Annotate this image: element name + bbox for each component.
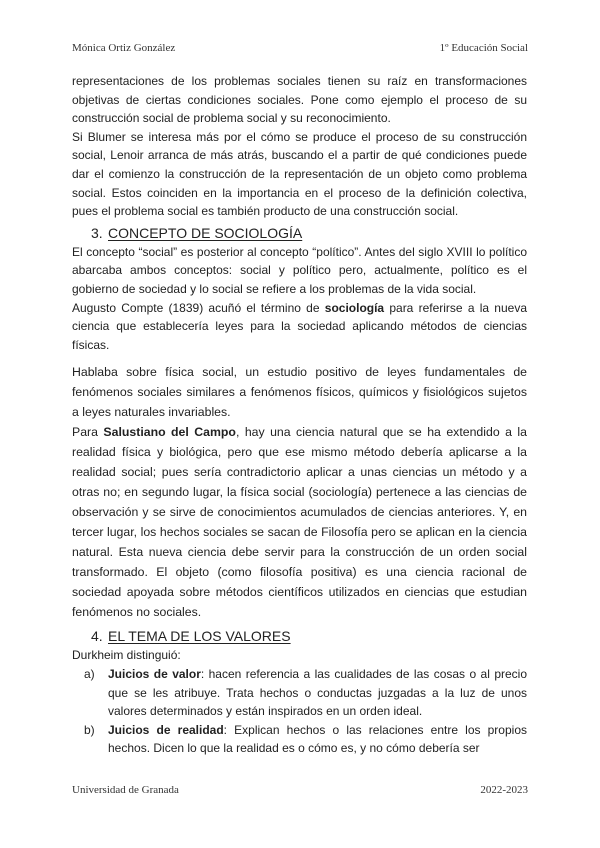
section-3-title: CONCEPTO DE SOCIOLOGÍA [108, 224, 303, 241]
section-3-paragraph-4 [72, 422, 527, 622]
s3p4-text-after: , hay una ciencia natural que se ha extendido a la realidad física y biológica, pero que ese mismo método debería aplicarse a la realidad social; pues sería contradictorio aplicar a unas ciencias un método y a otras no; en segundo lugar, la física social (sociología) pertenece a las ciencias de observación y se sirve de conocimientos acumulados de ciencias anteriores. Y, en tercer lugar, los hechos sociales se sacan de Filosofía pero se aplican en la ciencia natural. Esta nueva ciencia debe servir para la construcción de un orden social transformado. El objeto (como filosofía positiva) es una ciencia racional de sociedad apoyada sobre métodos científicos utilizados en ciencias que estudian fenómenos no sociales. [72, 425, 527, 620]
list-item-text [108, 721, 527, 758]
section-4-heading [91, 628, 527, 644]
section-4-list [72, 665, 527, 758]
list-item [72, 721, 527, 758]
section-3-heading [91, 225, 527, 241]
page-content [72, 72, 527, 758]
list-item-term: Juicios de valor [108, 666, 201, 681]
header-course: 1º Educación Social [439, 42, 528, 54]
section-3-paragraph-1: El concepto “social” es posterior al concepto “político”. Antes del siglo XVIII lo político abarcaba ambos conceptos: social y político pero, actualmente, político es el gobierno de sociedad y lo social se refiere a los problemas de la vida social. [72, 244, 527, 296]
section-3-paragraph-3: Hablaba sobre física social, un estudio positivo de leyes fundamentales de fenómenos sociales similares a fenómenos físicos, químicos y fisiológicos sujetos a leyes naturales invariables. [72, 365, 527, 420]
list-item-term: Juicios de realidad [108, 722, 224, 737]
s3p2-bold-term: sociología [324, 300, 385, 315]
list-marker: a) [84, 666, 95, 681]
paragraph-1: representaciones de los problemas sociales tienen su raíz en transformaciones objetivas de ciertas condiciones sociales. Pone como ejemplo el proceso de su construcción social de problema social y su reconocimiento. [72, 74, 527, 126]
section-3-number: 3. [91, 224, 103, 241]
s3p2-text-before: Augusto Compte (1839) acuñó el término de [72, 300, 325, 315]
footer-university: Universidad de Granada [72, 784, 179, 796]
s3p4-bold-name: Salustiano del Campo [103, 425, 236, 440]
list-marker: b) [84, 722, 95, 737]
section-3-paragraph-2 [72, 299, 527, 355]
section-4-intro: Durkheim distinguió: [72, 648, 181, 663]
section-4-title: EL TEMA DE LOS VALORES [108, 628, 291, 645]
list-item-text [108, 665, 527, 721]
header-author: Mónica Ortiz González [72, 42, 176, 54]
list-item-desc: : Explican hechos o las relaciones entre los propios hechos. Dicen lo que la realidad es o cómo es, y no cómo debería ser [108, 722, 527, 756]
s3p2-text-after: para referirse a la nueva ciencia que establecería leyes para la sociedad aplicando métodos de ciencias físicas. [72, 300, 528, 352]
paragraph-2: Si Blumer se interesa más por el cómo se produce el proceso de su construcción social, Lenoir arranca de más atrás, buscando el a partir de qué condiciones puede dar el comienzo la construcción de la representación de un objeto como problema social. Estos coinciden en la importancia en el proceso de la definición colectiva, pues el problema social es también producto de una construcción social. [72, 129, 527, 219]
list-item-desc: : hacen referencia a las cualidades de las cosas o al precio que se les atribuye. Trata hechos o conductas juzgadas a la luz de unos valores determinados y están inspirados en un orden ideal. [108, 666, 527, 719]
list-item [72, 665, 527, 721]
footer-year: 2022-2023 [480, 784, 528, 796]
s3p4-text-before: Para [72, 425, 104, 440]
section-4-number: 4. [91, 628, 103, 645]
